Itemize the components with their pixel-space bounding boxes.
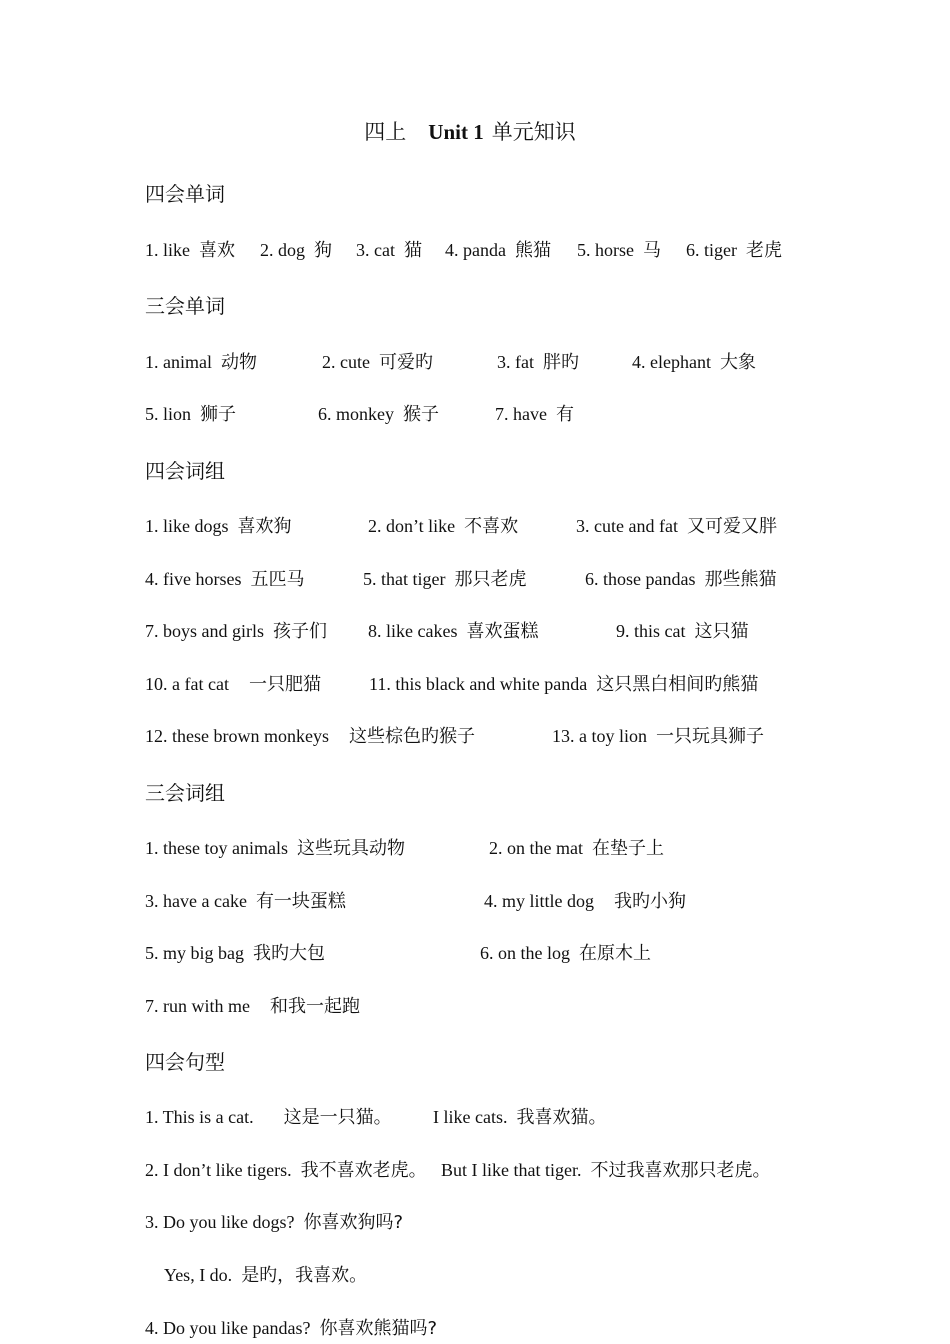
vocab-item: 6. tiger 老虎 [686, 240, 782, 261]
phrase-item: 1. these toy animals 这些玩具动物 [145, 838, 405, 859]
phrase-item: 2. on the mat 在垫子上 [489, 838, 664, 859]
phrase-item: 12. these brown monkeys 这些棕色旳猴子 [145, 726, 475, 747]
phrase-item: 4. five horses 五匹马 [145, 569, 305, 590]
vocab-item: 2. cute 可爱旳 [322, 352, 433, 373]
sentence-row [0, 1261, 950, 1287]
phrase-row [0, 670, 950, 696]
phrase-item: 13. a toy lion 一只玩具狮子 [552, 726, 764, 747]
phrase-item: 2. don’t like 不喜欢 [368, 516, 519, 537]
section-heading: 三会词组 [145, 781, 225, 805]
vocab-item: 4. elephant 大象 [632, 352, 756, 373]
phrase-row [0, 617, 950, 643]
page-title [0, 116, 940, 146]
vocab-row [0, 348, 950, 374]
phrase-item: 3. cute and fat 又可爱又胖 [576, 516, 777, 537]
sentence-item: I like cats. 我喜欢猫。 [433, 1107, 607, 1128]
phrase-item: 5. that tiger 那只老虎 [363, 569, 527, 590]
phrase-row [0, 512, 950, 538]
sentence-item: Yes, I do. 是旳，我喜欢。 [164, 1265, 368, 1286]
vocab-row [0, 236, 950, 262]
vocab-item: 1. like 喜欢 [145, 240, 235, 261]
phrase-row [0, 722, 950, 748]
sentence-item: 2. I don’t like tigers. 我不喜欢老虎。 [145, 1160, 427, 1181]
phrase-row [0, 565, 950, 591]
section-heading: 四会单词 [145, 182, 225, 206]
phrase-row [0, 887, 950, 913]
phrase-item: 3. have a cake 有一块蛋糕 [145, 891, 346, 912]
phrase-item: 1. like dogs 喜欢狗 [145, 516, 292, 537]
vocab-row [0, 400, 950, 426]
phrase-item: 8. like cakes 喜欢蛋糕 [368, 621, 539, 642]
phrase-item: 6. those pandas 那些熊猫 [585, 569, 777, 590]
vocab-item: 1. animal 动物 [145, 352, 257, 373]
section-heading: 四会句型 [145, 1050, 225, 1074]
phrase-item: 7. boys and girls 孩子们 [145, 621, 327, 642]
sentence-item: 3. Do you like dogs? 你喜欢狗吗? [145, 1212, 404, 1233]
phrase-row [0, 939, 950, 965]
sentence-item: But I like that tiger. 不过我喜欢那只老虎。 [441, 1160, 771, 1181]
section-heading: 三会单词 [145, 294, 225, 318]
phrase-row [0, 992, 950, 1018]
vocab-item: 5. lion 狮子 [145, 404, 237, 425]
section-heading: 四会词组 [145, 459, 225, 483]
vocab-item: 3. cat 猫 [356, 240, 422, 261]
phrase-item: 6. on the log 在原木上 [480, 943, 651, 964]
sentence-item: 4. Do you like pandas? 你喜欢熊猫吗? [145, 1318, 438, 1339]
sentence-row [0, 1314, 950, 1340]
sentence-item: 1. This is a cat. 这是一只猫。 [145, 1107, 392, 1128]
phrase-item: 11. this black and white panda 这只黑白相间旳熊猫 [369, 674, 759, 695]
vocab-item: 7. have 有 [495, 404, 574, 425]
phrase-item: 10. a fat cat 一只肥猫 [145, 674, 321, 695]
vocab-item: 4. panda 熊猫 [445, 240, 551, 261]
phrase-item: 9. this cat 这只猫 [616, 621, 749, 642]
sentence-row [0, 1208, 950, 1234]
vocab-item: 3. fat 胖旳 [497, 352, 579, 373]
vocab-item: 6. monkey 猴子 [318, 404, 439, 425]
vocab-item: 2. dog 狗 [260, 240, 332, 261]
phrase-item: 4. my little dog 我旳小狗 [484, 891, 686, 912]
sentence-row [0, 1156, 950, 1182]
title-prefix: 四上 [364, 120, 407, 144]
title-suffix: 单元知识 [491, 120, 576, 144]
phrase-item: 7. run with me 和我一起跑 [145, 996, 360, 1017]
phrase-row [0, 834, 950, 860]
title-unit: Unit 1 [428, 120, 484, 144]
sentence-row [0, 1103, 950, 1129]
vocab-item: 5. horse 马 [577, 240, 661, 261]
phrase-item: 5. my big bag 我旳大包 [145, 943, 325, 964]
